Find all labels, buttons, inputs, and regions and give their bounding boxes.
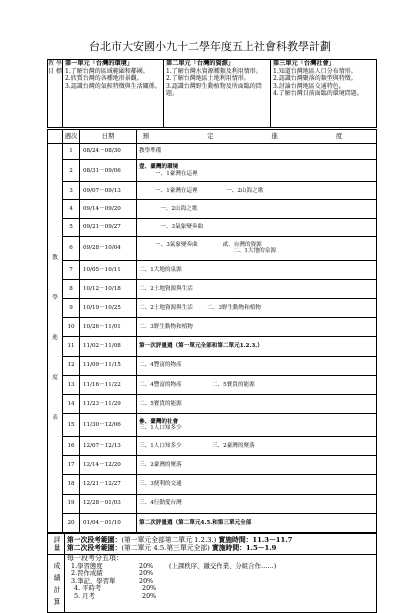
week-progress: 一、3氣象變奏曲 貳、台灣的資源 二、1大地的泉源 [137, 236, 377, 260]
week-date: 11/16－11/22 [80, 375, 137, 394]
week-progress: 參、臺灣的社會 三、1人口知多少 [137, 414, 377, 437]
week-progress: 教學準備 [137, 144, 377, 160]
header-progress: 預 定 進 度 [137, 130, 377, 144]
week-progress: 一、3氣象變奏曲 [137, 218, 377, 236]
goal-unit-1-item: 2.欣賞台灣的各種地形景觀。 [65, 75, 143, 82]
schedule-corner [48, 130, 63, 144]
goal-unit-2-header: 第二單元「台灣的資源」 [166, 60, 235, 67]
eval-1-prefix: 第一次段考範圍： [67, 536, 122, 544]
goal-unit-2-item: 2.了解台灣地區土地利用情形。 [166, 75, 250, 82]
week-date: 12/28－01/03 [80, 494, 137, 513]
week-date: 10/26－11/01 [80, 318, 137, 337]
evaluation-table [47, 533, 377, 613]
goal-unit-3 [271, 60, 377, 128]
week-number: 1 [63, 144, 80, 160]
week-number: 15 [63, 414, 80, 437]
week-number: 9 [63, 299, 80, 318]
week-number: 11 [63, 337, 80, 356]
week-progress: 三、2臺灣的聚落 [137, 456, 377, 475]
week-date: 10/19－10/25 [80, 299, 137, 318]
page-title: 台北市大安國小九十二學年度五上社會科教學計劃 [89, 40, 331, 53]
week-number: 13 [63, 375, 80, 394]
week-number: 20 [63, 513, 80, 532]
week-number: 6 [63, 236, 80, 260]
goals-side-label: 教 學 目 標 [48, 60, 63, 128]
week-number: 3 [63, 182, 80, 200]
week-date: 09/21－09/27 [80, 218, 137, 236]
week-progress: 三、4行動愛台灣 [137, 494, 377, 513]
goal-unit-2 [164, 60, 271, 128]
week-number: 7 [63, 260, 80, 279]
grading-heading: 每一段考分五項： [67, 554, 123, 562]
goal-unit-1-item: 1.了解台灣的區域範圍和鄰國。 [65, 67, 149, 75]
week-progress: 二、2土地資源與生活 [137, 280, 377, 299]
eval-2-scope: (第二單元 4.5.第三單元全部) [121, 544, 210, 552]
week-date: 12/21－12/27 [80, 475, 137, 494]
schedule-side-label: 教 學 進 度 表 [48, 144, 63, 533]
goals-table [47, 59, 377, 128]
week-number: 5 [63, 218, 80, 236]
evaluation-side-label: 評 量 [48, 534, 65, 555]
week-number: 4 [63, 200, 80, 218]
week-progress: 二、5寶貴的能源 [137, 394, 377, 413]
week-date: 12/14－12/20 [80, 456, 137, 475]
grading-item: 5. 月考 20% [74, 591, 157, 600]
week-number: 17 [63, 456, 80, 475]
week-progress: 第一次評量週（第一單元全部和第二單元1.2.3.） [137, 337, 377, 356]
goal-unit-1-item: 3.認識台灣的氣候特徵與生活關係。 [65, 82, 161, 90]
eval-2-prefix: 第二次段考範圍： [67, 544, 122, 552]
week-progress: 二、3野生動物和植物 [137, 318, 377, 337]
week-date: 09/14－09/20 [80, 200, 137, 218]
week-date: 09/07－09/13 [80, 182, 137, 200]
grading-item: 3.筆記、學習單 20% [71, 576, 154, 585]
goal-unit-3-item: 4.了解台灣目前面臨的環境問題。 [273, 90, 363, 97]
grading-side-label: 成 績 計 算 [48, 555, 65, 613]
week-progress: 一、2山海之歌 [137, 200, 377, 218]
week-date: 11/30－12/06 [80, 414, 137, 437]
grading-item: 2.習作成績 20% [71, 569, 154, 578]
week-date: 09/28－10/04 [80, 236, 137, 260]
goal-unit-2-item: 1.了解台灣水資源種類及利用情形。 [166, 67, 262, 75]
week-date: 11/23－11/29 [80, 394, 137, 413]
goal-unit-2-item: 3.認識台灣野生動植物及所面臨的問題。 [166, 82, 262, 97]
header-week: 週次 [63, 130, 80, 144]
week-progress: 二、1大地的泉源 [137, 260, 377, 279]
week-number: 12 [63, 356, 80, 375]
week-date: 08/31－09/06 [80, 160, 137, 182]
eval-2-date: 實施時間：1.5－1.9 [211, 544, 277, 552]
week-progress: 二、4豐富的物產 [137, 356, 377, 375]
week-number: 10 [63, 318, 80, 337]
week-progress: 壹、臺灣的環境 一、1臺灣在這裡 [137, 160, 377, 182]
week-number: 8 [63, 280, 80, 299]
week-progress: 一、1臺灣在這裡 一、2山海之歌 [137, 182, 377, 200]
schedule-table [47, 129, 377, 533]
goal-unit-3-item: 2.認識台灣聚落的類型與特徵。 [273, 75, 357, 82]
week-date: 12/07－12/13 [80, 437, 137, 456]
week-number: 2 [63, 160, 80, 182]
week-number: 14 [63, 394, 80, 413]
week-progress: 三、3便利的交通 [137, 475, 377, 494]
week-date: 11/02－11/08 [80, 337, 137, 356]
goal-unit-1-header: 第一單元「台灣的環境」 [65, 60, 134, 67]
week-number: 19 [63, 494, 80, 513]
week-progress: 二、2土地資源與生活 二、3野生動物和植物 [137, 299, 377, 318]
week-progress: 二、4豐富的物產 二、5寶貴的能源 [137, 375, 377, 394]
week-date: 01/04－01/10 [80, 513, 137, 532]
grading-item: 4. 平時考 20% [74, 584, 157, 593]
evaluation-content [65, 534, 377, 555]
week-number: 18 [63, 475, 80, 494]
goal-unit-1 [63, 60, 164, 128]
week-date: 10/05－10/11 [80, 260, 137, 279]
goal-unit-3-item: 3.討論台灣地區交通特色。 [273, 82, 345, 90]
week-progress: 第二次評量週（第二單元4.5.和第三單元全部 [137, 513, 377, 532]
week-date: 10/12－10/18 [80, 280, 137, 299]
grading-content [65, 555, 377, 613]
goal-unit-3-header: 第三單元「台灣社會」 [273, 60, 335, 67]
header-date: 日期 [80, 130, 137, 144]
eval-1-scope: (第一單元全部第二單元 1.2.3.) [121, 536, 217, 544]
week-progress: 三、1人口知多少 三、2臺灣的聚落 [137, 437, 377, 456]
eval-1-date: 實施時間：11.3－11.7 [218, 536, 293, 544]
week-number: 16 [63, 437, 80, 456]
grading-item: 1.學習態度 20% (上課秩序、繳交作業、分組合作……) [71, 561, 277, 570]
week-date: 08/24－08/30 [80, 144, 137, 160]
goal-unit-3-item: 1.知道台灣地區人口分布情形。 [273, 67, 357, 75]
week-date: 11/09－11/15 [80, 356, 137, 375]
